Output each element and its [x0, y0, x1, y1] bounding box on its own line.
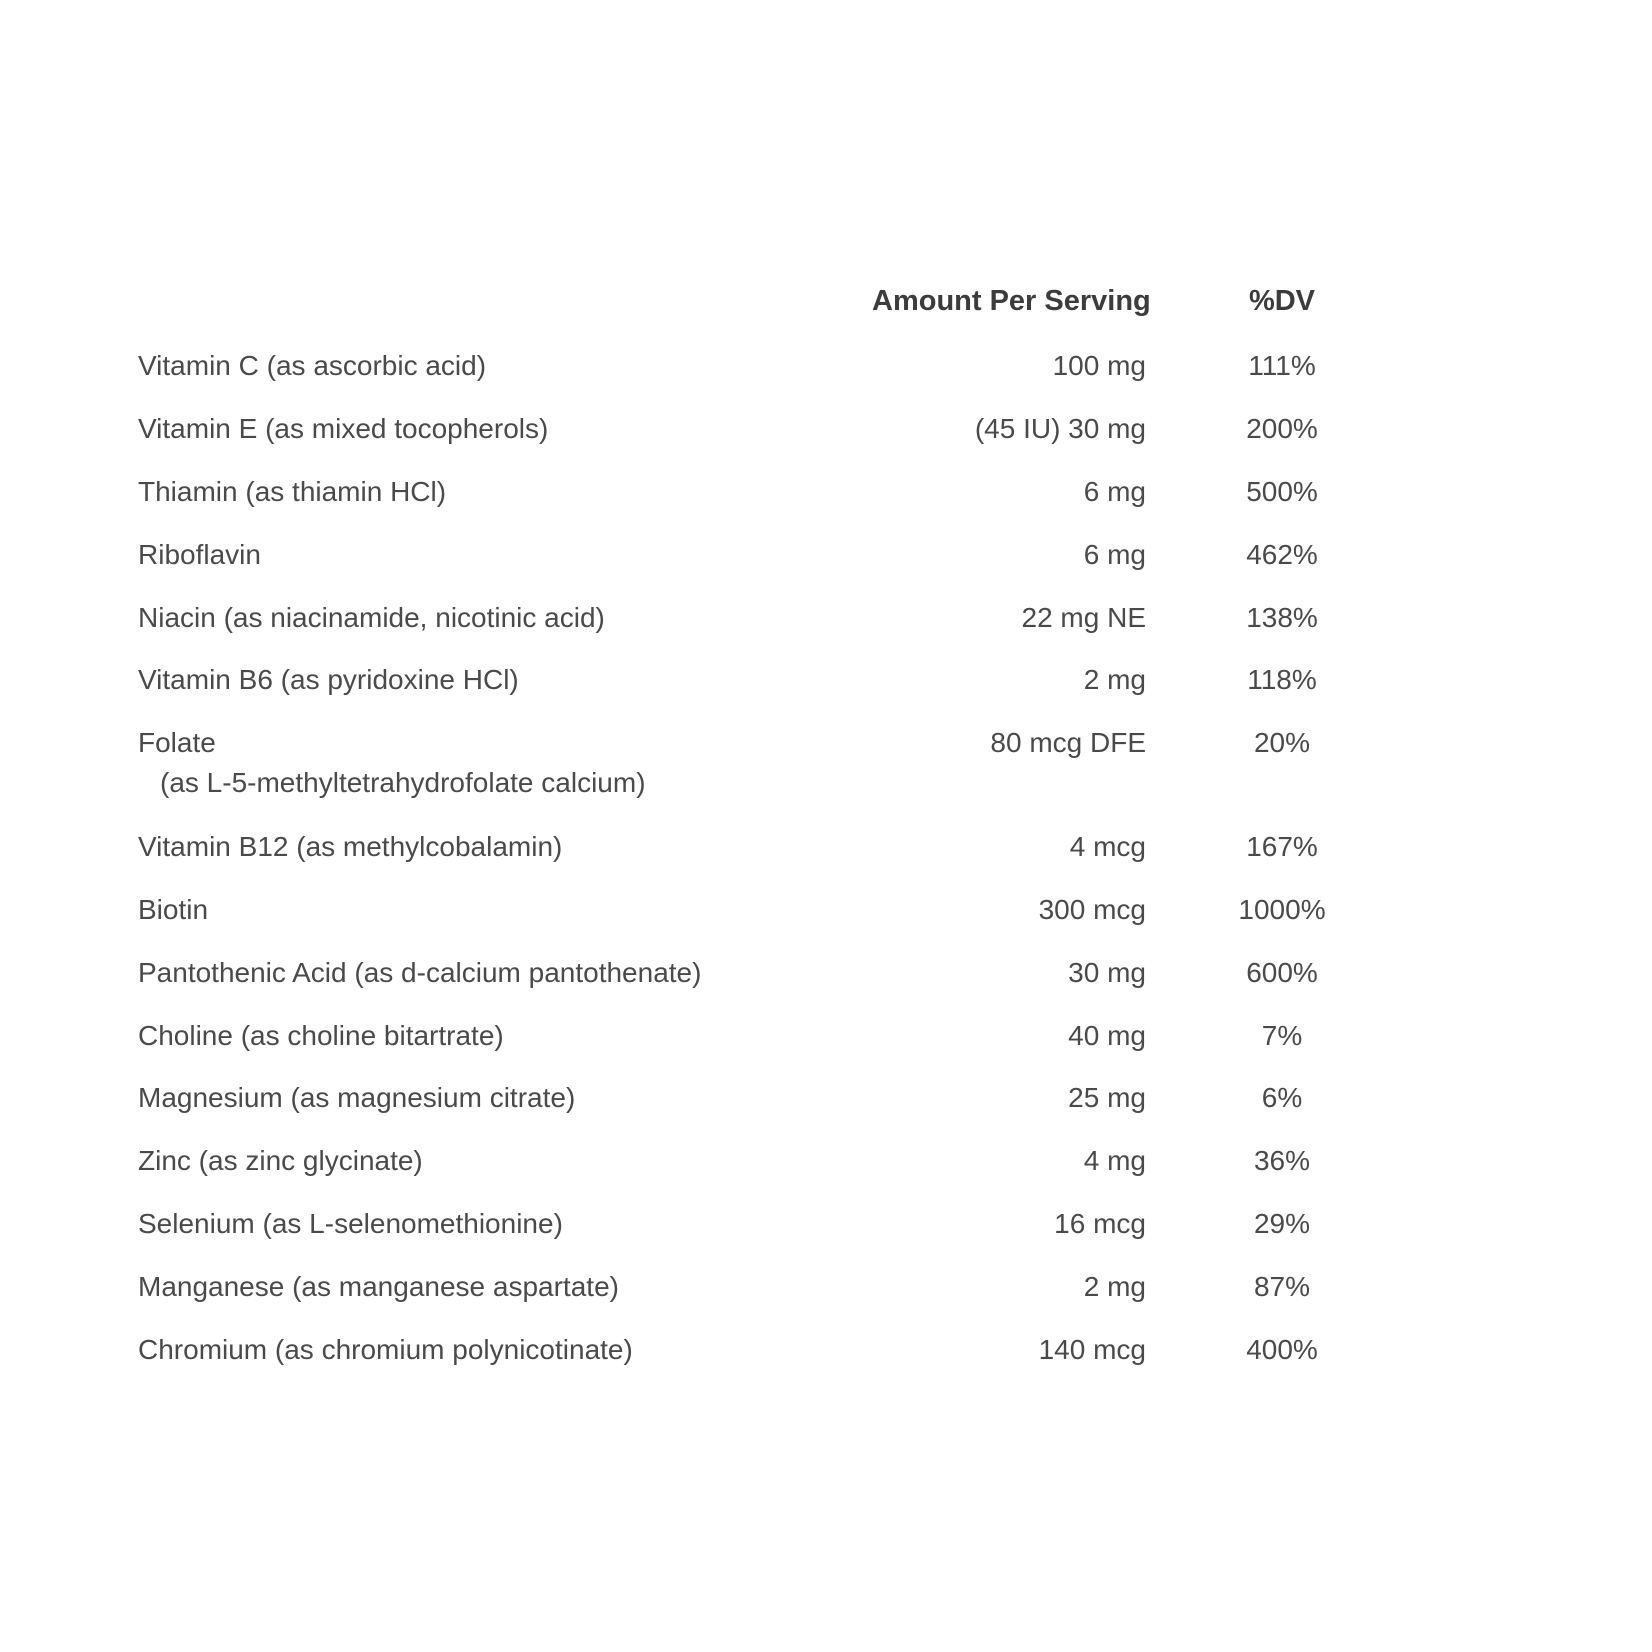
nutrient-row: [0, 1207, 1652, 1247]
nutrient-name: Vitamin C (as ascorbic acid): [138, 350, 487, 381]
nutrient-daily-value: 1000%: [1238, 894, 1326, 925]
nutrient-amount: 4 mcg: [1069, 831, 1146, 862]
nutrient-name: Magnesium (as magnesium citrate): [138, 1082, 576, 1113]
nutrient-daily-value: 167%: [1246, 831, 1318, 862]
nutrient-row: [0, 349, 1652, 389]
nutrient-amount: 6 mg: [1083, 539, 1146, 570]
nutrient-name: Choline (as choline bitartrate): [138, 1020, 504, 1051]
nutrient-name: Thiamin (as thiamin HCl): [138, 476, 447, 507]
table-header: [0, 285, 1652, 325]
nutrient-daily-value: 400%: [1246, 1334, 1318, 1365]
nutrient-daily-value: 29%: [1253, 1208, 1311, 1239]
nutrient-row: [0, 1270, 1652, 1310]
nutrient-row: [0, 412, 1652, 452]
nutrient-name: Chromium (as chromium polynicotinate): [138, 1334, 633, 1365]
nutrient-name: Niacin (as niacinamide, nicotinic acid): [138, 602, 605, 633]
nutrient-daily-value: 87%: [1253, 1271, 1311, 1302]
nutrient-name: Vitamin E (as mixed tocopherols): [138, 413, 549, 444]
nutrient-row: [0, 830, 1652, 870]
nutrient-row: [0, 956, 1652, 996]
nutrient-daily-value: 500%: [1246, 476, 1318, 507]
nutrient-name: Biotin: [138, 894, 209, 925]
nutrient-amount: 80 mcg DFE: [990, 727, 1146, 758]
nutrient-amount: 30 mg: [1068, 957, 1146, 988]
nutrient-daily-value: 7%: [1261, 1020, 1303, 1051]
nutrient-amount: 22 mg NE: [1021, 602, 1146, 633]
nutrient-amount: 300 mcg: [1038, 894, 1146, 925]
nutrient-daily-value: 111%: [1248, 350, 1316, 381]
nutrient-name: Pantothenic Acid (as d-calcium pantothenate): [138, 957, 702, 988]
nutrient-amount: 4 mg: [1083, 1145, 1146, 1176]
nutrient-daily-value: 462%: [1246, 539, 1318, 570]
nutrient-row: [0, 475, 1652, 515]
nutrient-amount: 16 mcg: [1054, 1208, 1146, 1239]
nutrient-name: Vitamin B6 (as pyridoxine HCl): [138, 664, 519, 695]
nutrient-row: [0, 601, 1652, 641]
nutrient-daily-value: 138%: [1246, 602, 1318, 633]
nutrient-amount: 100 mg: [1052, 350, 1146, 381]
nutrient-name: Riboflavin: [138, 539, 261, 570]
nutrient-row: [0, 1081, 1652, 1121]
nutrient-name: Zinc (as zinc glycinate): [138, 1145, 423, 1176]
nutrient-row: [0, 538, 1652, 578]
nutrient-row: [0, 1333, 1652, 1373]
nutrient-daily-value: 6%: [1261, 1082, 1303, 1113]
nutrient-name: Vitamin B12 (as methylcobalamin): [138, 831, 563, 862]
nutrient-row: [0, 663, 1652, 703]
nutrient-amount: 40 mg: [1068, 1020, 1146, 1051]
nutrient-amount: 25 mg: [1068, 1082, 1146, 1113]
nutrient-amount: 2 mg: [1083, 664, 1146, 695]
nutrient-row: [0, 1019, 1652, 1059]
nutrient-name: Manganese (as manganese aspartate): [138, 1271, 619, 1302]
nutrient-daily-value: 118%: [1247, 664, 1317, 695]
nutrient-name: Folate: [138, 727, 216, 758]
nutrient-amount: 6 mg: [1083, 476, 1146, 507]
nutrient-source: (as L-5-methyltetrahydrofolate calcium): [160, 767, 646, 798]
nutrient-row: [0, 1144, 1652, 1184]
nutrient-daily-value: 200%: [1246, 413, 1318, 444]
nutrient-name: Selenium (as L-selenomethionine): [138, 1208, 563, 1239]
nutrient-amount: 2 mg: [1083, 1271, 1146, 1302]
amount-per-serving-header: Amount Per Serving: [872, 285, 1151, 317]
nutrient-daily-value: 36%: [1253, 1145, 1311, 1176]
nutrient-row: [0, 726, 1652, 798]
nutrient-daily-value: 20%: [1253, 727, 1311, 758]
nutrient-daily-value: 600%: [1246, 957, 1318, 988]
daily-value-header: %DV: [1248, 285, 1316, 317]
nutrient-amount: 140 mcg: [1038, 1334, 1146, 1365]
nutrient-amount: (45 IU) 30 mg: [974, 413, 1146, 444]
nutrient-row: [0, 893, 1652, 933]
